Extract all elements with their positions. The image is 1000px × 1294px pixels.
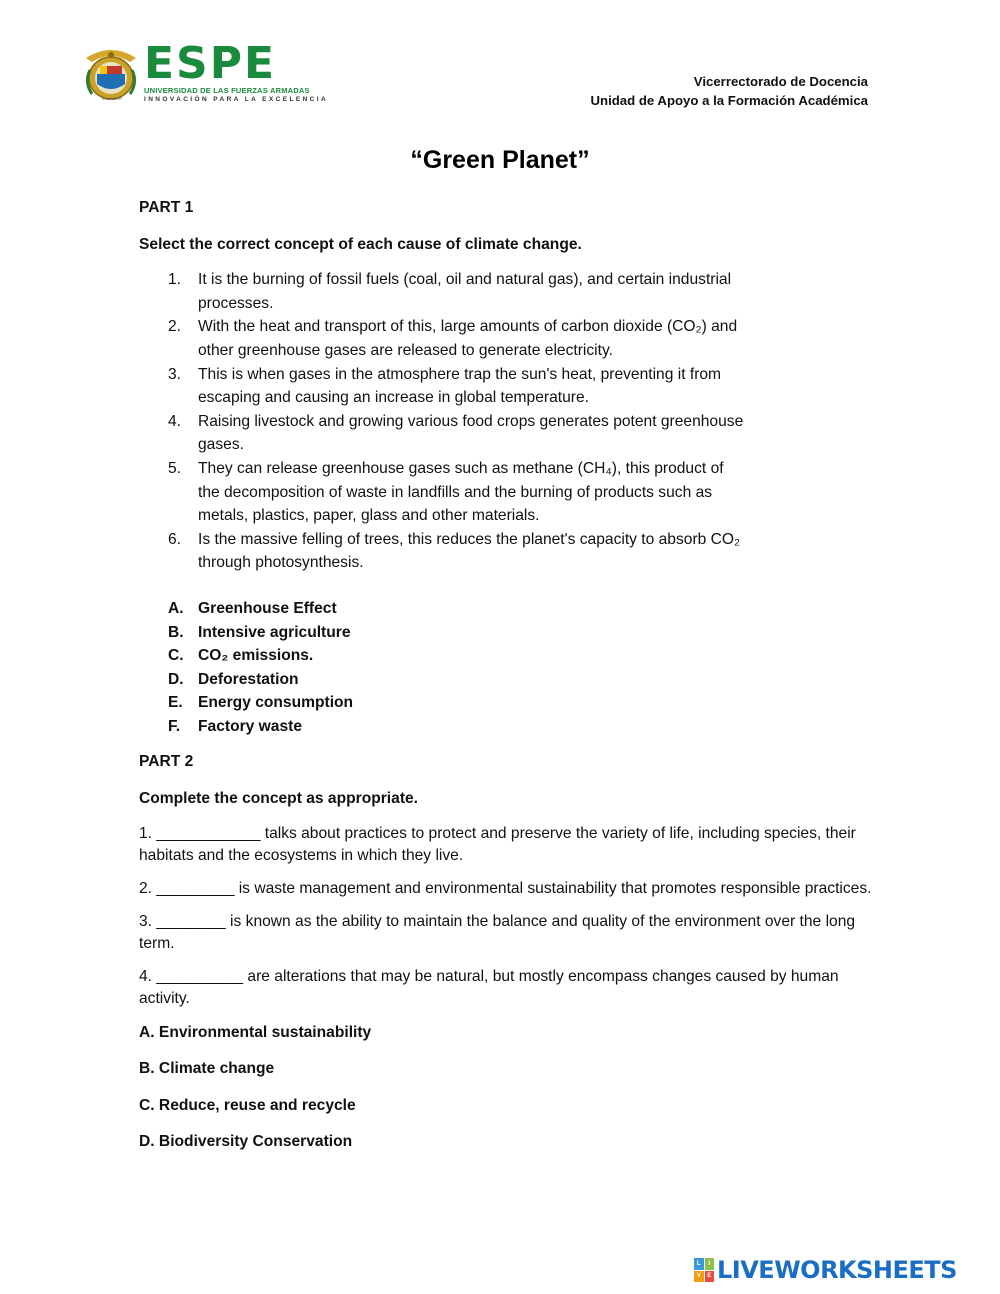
page-title: “Green Planet” xyxy=(410,146,590,174)
worksheet-body xyxy=(139,196,874,1167)
logo-name: ESPE xyxy=(144,38,277,89)
statement-item: 4. Raising livestock and growing various food crops generates potent greenhouse gases. xyxy=(168,412,744,454)
espe-wordmark xyxy=(144,38,329,104)
part1-option-list xyxy=(139,597,874,739)
part1-instruction: Select the correct concept of each cause of climate change. xyxy=(139,235,582,253)
statement-item: 3. This is when gases in the atmosphere trap the sun's heat, preventing it from escaping and causing an increase in global temperature. xyxy=(168,365,722,407)
logo-motto: INNOVACIÓN PARA LA EXCELENCIA xyxy=(144,96,329,103)
part2-instruction: Complete the concept as appropriate. xyxy=(139,790,419,808)
statement-item: 1. It is the burning of fossil fuels (coal, oil and natural gas), and certain industrial processes. xyxy=(168,271,732,312)
part1-heading: PART 1 xyxy=(139,199,194,216)
liveworksheets-badge-icon: L I V E xyxy=(694,1258,714,1282)
statement-item: 6. Is the massive felling of trees, this reduces the planet's capacity to absorb CO₂ through photosynthesis. xyxy=(168,530,741,572)
part1-statement-list xyxy=(139,268,744,575)
logo-university-name: UNIVERSIDAD DE LAS FUERZAS ARMADAS xyxy=(144,86,310,95)
option-item: E. Energy consumption xyxy=(168,694,354,712)
fill-in-question: 3. ________ is known as the ability to maintain the balance and quality of the environment over the long term. xyxy=(139,912,856,952)
fill-in-question: 2. _________ is waste management and environmental sustainability that promotes responsible practices. xyxy=(139,879,872,897)
emblem-caption: ECUADOR xyxy=(101,96,122,101)
header-line-2: Unidad de Apoyo a la Formación Académica xyxy=(590,93,868,108)
answer-option: A. Environmental sustainability xyxy=(139,1023,372,1041)
espe-logo xyxy=(80,38,329,112)
statement-item: 2. With the heat and transport of this, large amounts of carbon dioxide (CO₂) and other greenhouse gases are released to generate electricity. xyxy=(168,318,738,359)
header-line-1: Vicerrectorado de Docencia xyxy=(693,74,868,89)
university-emblem-icon xyxy=(80,44,142,104)
header-department xyxy=(591,72,869,110)
option-item: D. Deforestation xyxy=(168,670,299,688)
option-item: B. Intensive agriculture xyxy=(168,623,351,641)
option-item: A. Greenhouse Effect xyxy=(168,599,337,617)
option-item: F. Factory waste xyxy=(168,717,303,735)
statement-item: 5. They can release greenhouse gases such as methane (CH₄), this product of the decomposition of waste in landfills and the burning of products such as metals, plastics, paper, glass and other materials. xyxy=(168,459,724,525)
part2-heading: PART 2 xyxy=(139,753,194,771)
option-item: C. CO₂ emissions. xyxy=(168,647,314,665)
liveworksheets-logo[interactable] xyxy=(694,1256,957,1284)
fill-in-question: 4. __________ are alterations that may be natural, but mostly encompass changes caused by human activity. xyxy=(139,967,839,1007)
answer-option: D. Biodiversity Conservation xyxy=(139,1133,353,1151)
liveworksheets-wordmark: LIVEWORKSHEETS xyxy=(717,1256,957,1284)
answer-option: C. Reduce, reuse and recycle xyxy=(139,1096,356,1114)
fill-in-question: 1. ____________ talks about practices to protect and preserve the variety of life, including species, their habitats and the ecosystems in which they live. xyxy=(139,824,856,864)
answer-option: B. Climate change xyxy=(139,1060,275,1078)
